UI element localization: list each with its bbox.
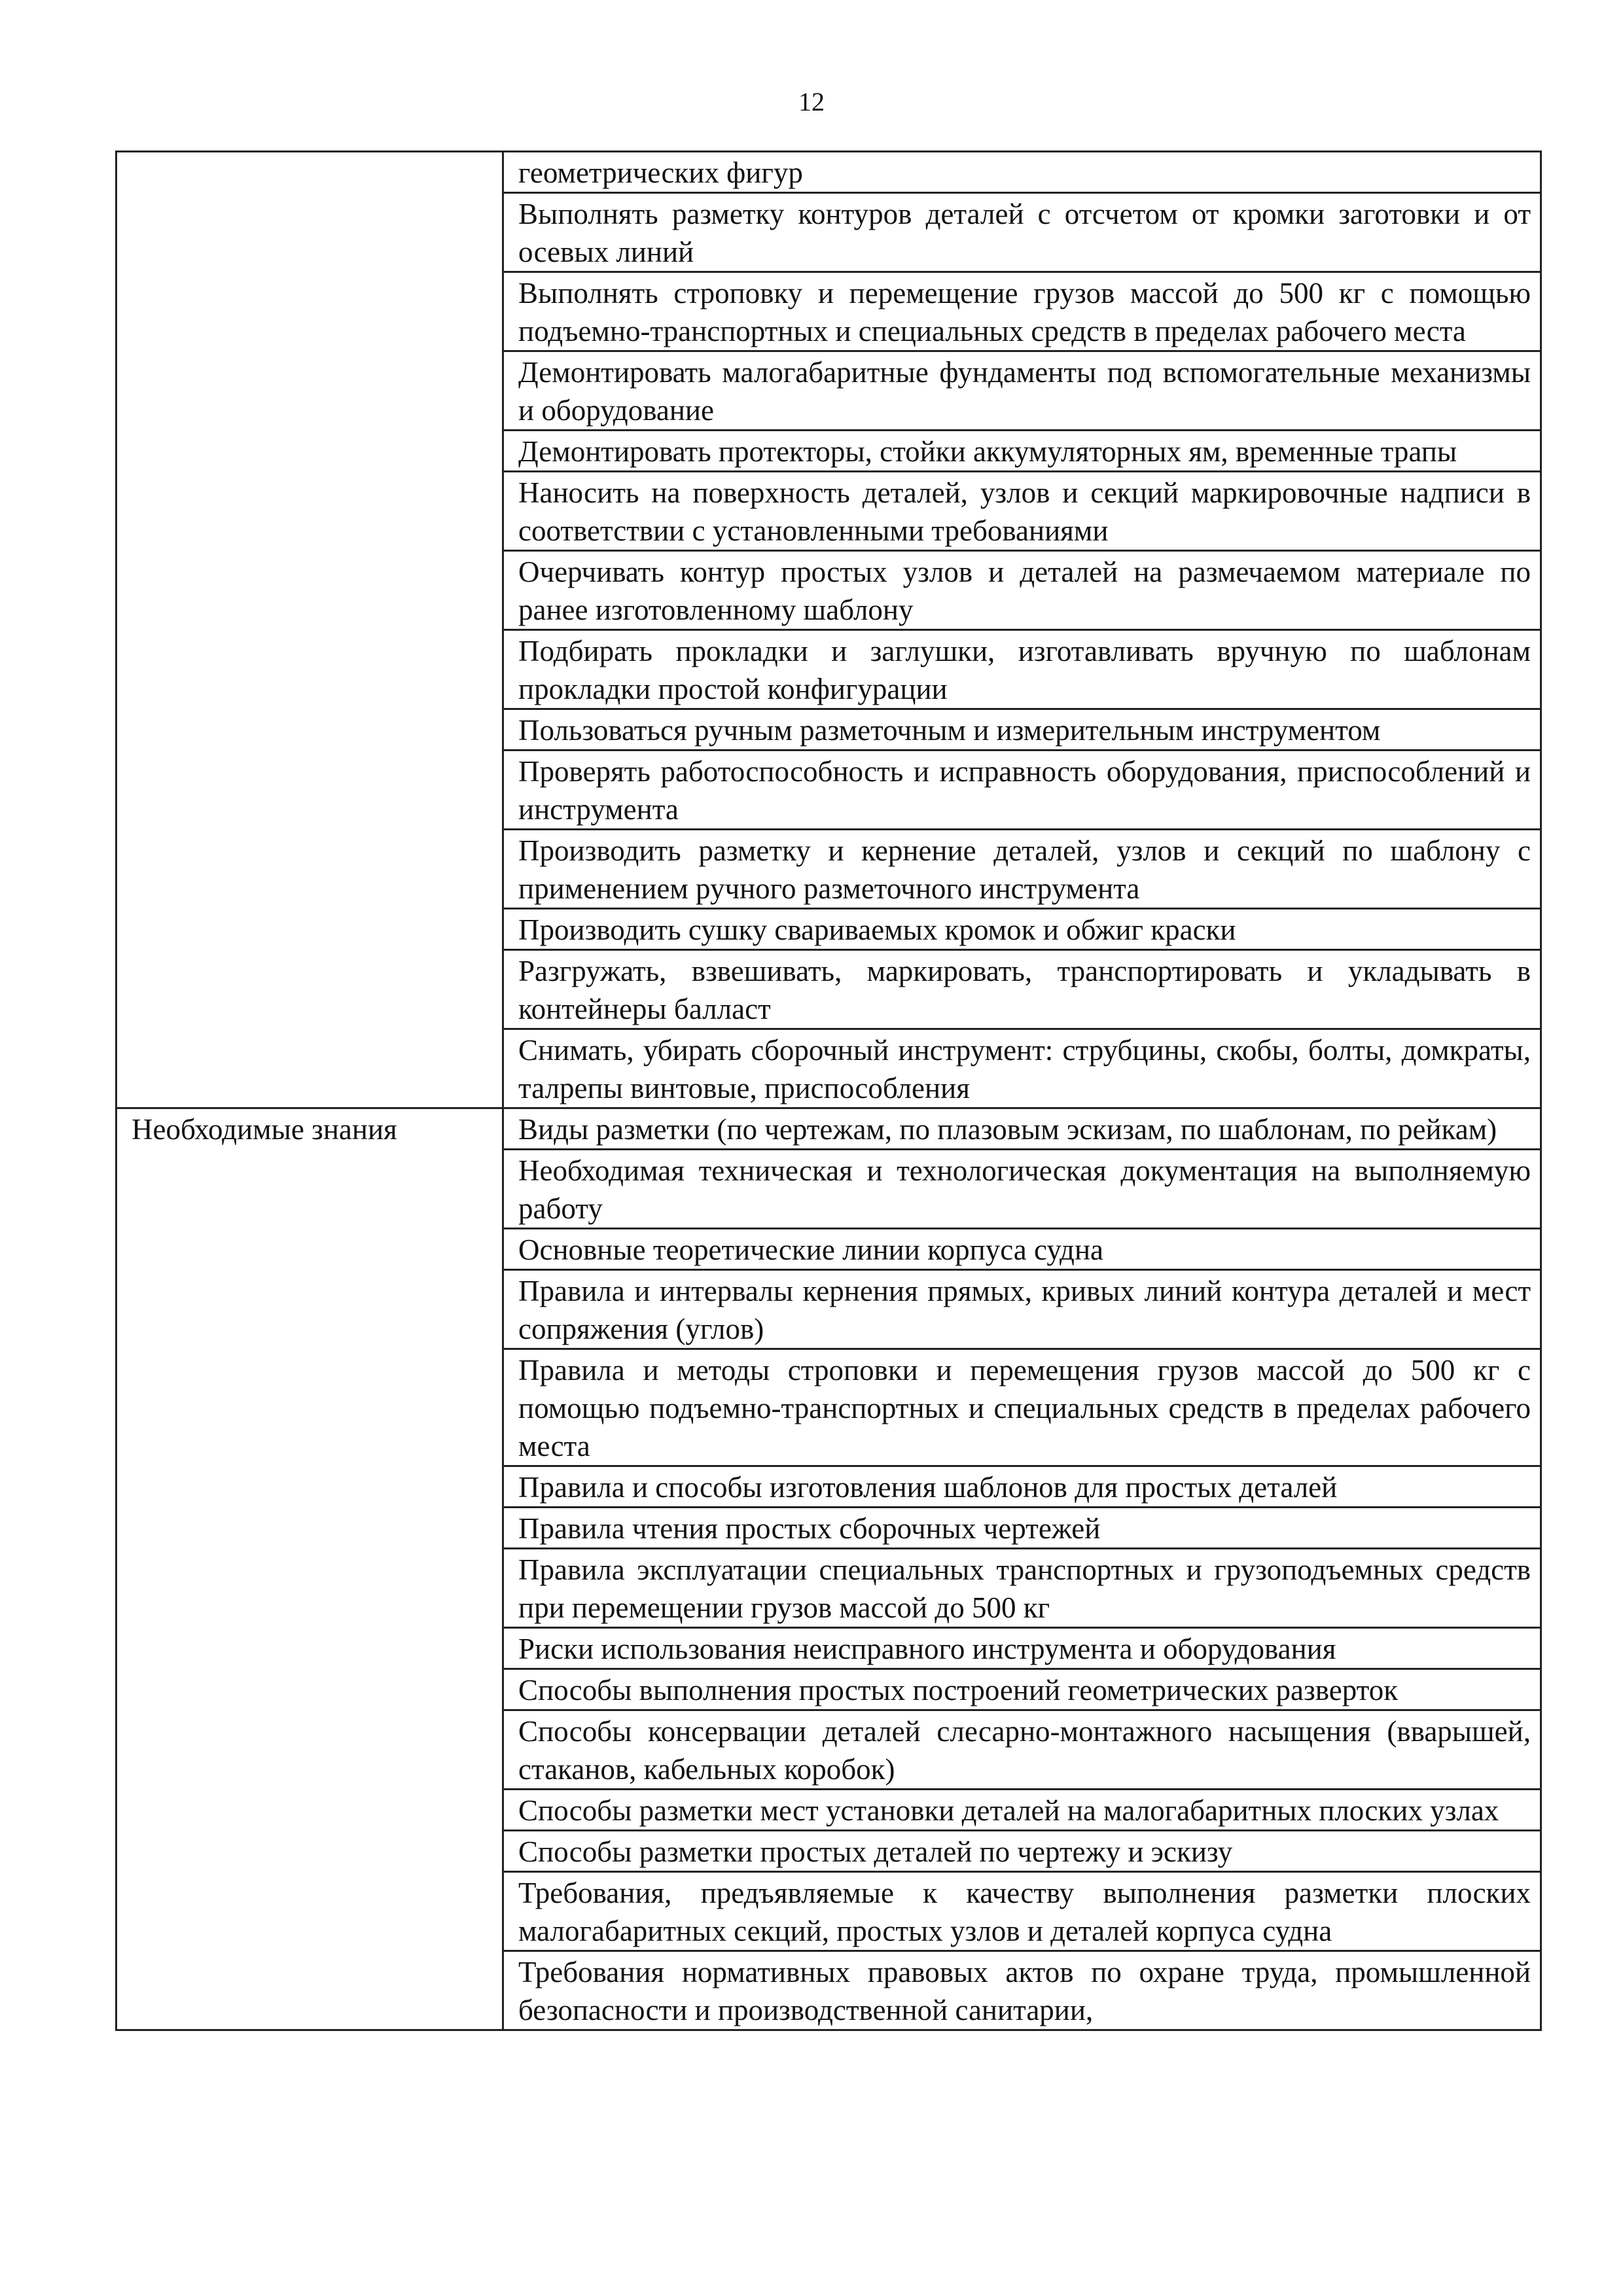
knowledge-item: Способы выполнения простых построений геометрических разверток (503, 1669, 1541, 1710)
table-row (116, 1108, 1541, 1150)
knowledge-item: Правила эксплуатации специальных транспортных и грузоподъемных средств при перемещении грузов массой до 500 кг (503, 1549, 1541, 1628)
knowledge-item: Основные теоретические линии корпуса судна (503, 1229, 1541, 1270)
knowledge-item: Необходимая техническая и технологическая документация на выполняемую работу (503, 1150, 1541, 1229)
skill-item: Производить сушку свариваемых кромок и обжиг краски (503, 909, 1541, 950)
skill-item: Очерчивать контур простых узлов и деталей на размечаемом материале по ранее изготовленному шаблону (503, 551, 1541, 630)
knowledge-item: Требования, предъявляемые к качеству выполнения разметки плоских малогабаритных секций, простых узлов и деталей корпуса судна (503, 1872, 1541, 1951)
knowledge-item: Правила и способы изготовления шаблонов для простых деталей (503, 1466, 1541, 1508)
knowledge-item: Виды разметки (по чертежам, по плазовым эскизам, по шаблонам, по рейкам) (503, 1108, 1541, 1150)
skill-item: Подбирать прокладки и заглушки, изготавливать вручную по шаблонам прокладки простой конфигурации (503, 630, 1541, 709)
knowledge-item: Правила и интервалы кернения прямых, кривых линий контура деталей и мест сопряжения (углов) (503, 1270, 1541, 1349)
skill-item: Пользоваться ручным разметочным и измерительным инструментом (503, 709, 1541, 751)
knowledge-item: Способы разметки простых деталей по чертежу и эскизу (503, 1831, 1541, 1872)
knowledge-item: Требования нормативных правовых актов по охране труда, промышленной безопасности и производственной санитарии, (503, 1951, 1541, 2030)
skill-item: Производить разметку и кернение деталей, узлов и секций по шаблону с применением ручного разметочного инструмента (503, 830, 1541, 909)
table-row (116, 152, 1541, 193)
knowledge-item: Способы разметки мест установки деталей на малогабаритных плоских узлах (503, 1790, 1541, 1831)
skill-item: Разгружать, взвешивать, маркировать, транспортировать и укладывать в контейнеры балласт (503, 950, 1541, 1029)
knowledge-item: Правила и методы строповки и перемещения грузов массой до 500 кг с помощью подъемно-транспортных и специальных средств в пределах рабочего места (503, 1349, 1541, 1466)
skill-item: Выполнять строповку и перемещение грузов массой до 500 кг с помощью подъемно-транспортных и специальных средств в пределах рабочего места (503, 272, 1541, 351)
requirements-table (115, 150, 1542, 2031)
skill-item: геометрических фигур (503, 152, 1541, 193)
knowledge-item: Правила чтения простых сборочных чертежей (503, 1508, 1541, 1549)
skill-item: Демонтировать малогабаритные фундаменты под вспомогательные механизмы и оборудование (503, 351, 1541, 431)
skill-item: Снимать, убирать сборочный инструмент: струбцины, скобы, болты, домкраты, талрепы винтовые, приспособления (503, 1029, 1541, 1108)
skill-item: Проверять работоспособность и исправность оборудования, приспособлений и инструмента (503, 751, 1541, 830)
knowledge-item: Риски использования неисправного инструмента и оборудования (503, 1628, 1541, 1669)
skill-item: Демонтировать протекторы, стойки аккумуляторных ям, временные трапы (503, 431, 1541, 472)
skills-label-cell (116, 152, 503, 1108)
page-number: 12 (798, 87, 825, 116)
skill-item: Выполнять разметку контуров деталей с отсчетом от кромки заготовки и от осевых линий (503, 193, 1541, 272)
skill-item: Наносить на поверхность деталей, узлов и секций маркировочные надписи в соответствии с установленными требованиями (503, 472, 1541, 551)
knowledge-item: Способы консервации деталей слесарно-монтажного насыщения (вварышей, стаканов, кабельных коробок) (503, 1710, 1541, 1790)
knowledge-label: Необходимые знания (116, 1108, 503, 2030)
